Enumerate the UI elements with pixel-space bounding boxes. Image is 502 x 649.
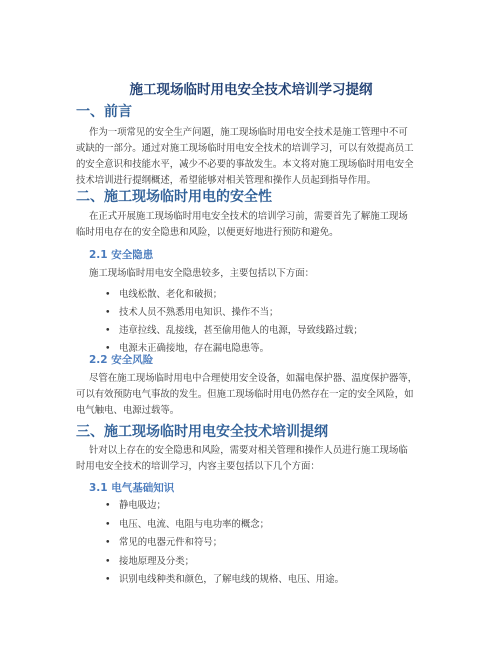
list-item: • 电线松散、老化和破损； — [105, 286, 363, 304]
paragraph-line: 电气触电、电源过载等。 — [76, 405, 180, 416]
list-item: • 识别电线种类和颜色，了解电线的规格、电压、用途。 — [105, 571, 344, 590]
list-item: • 接地原理及分类； — [105, 553, 344, 572]
section-heading-training-outline: 三、施工现场临时用电安全技术培训提纲 — [76, 424, 328, 440]
paragraph-line: 或缺的一部分。通过对施工现场临时用电安全技术的培训学习，可以有效提高员工 — [76, 143, 414, 154]
paragraph-line: 在正式开展施工现场临时用电安全技术的培训学习前，需要首先了解施工现场 — [89, 211, 408, 222]
paragraph-line: 技术培训进行提纲概述，希望能够对相关管理和操作人员起到指导作用。 — [76, 175, 377, 186]
list-item: • 静电吸边； — [105, 497, 344, 516]
paragraph-line: 时用电安全技术的培训学习，内容主要包括以下几个方面： — [76, 461, 320, 472]
list-item: • 电源未正确接地，存在漏电隐患等。 — [105, 340, 363, 358]
paragraph-line: 尽管在施工现场临时用电中合理使用安全设备，如漏电保护器、温度保护器等， — [89, 373, 418, 384]
subsection-paragraph-risks — [76, 371, 436, 419]
section-heading-preface: 一、前言 — [76, 104, 132, 120]
list-item: • 电压、电流、电阻与电功率的概念； — [105, 516, 344, 535]
document-title: 施工现场临时用电安全技术培训学习提纲 — [129, 82, 373, 98]
section-paragraph-training-outline — [76, 443, 436, 475]
paragraph-line: 可以有效预防电气事故的发生。但施工现场临时用电仍然存在一定的安全风险，如 — [76, 389, 414, 400]
paragraph-line: 的安全意识和技能水平，减少不必要的事故发生。本文将对施工现场临时用电安全 — [76, 159, 414, 170]
section-heading-safety: 二、施工现场临时用电的安全性 — [76, 189, 272, 205]
paragraph-line: 临时用电存在的安全隐患和风险，以便更好地进行预防和避免。 — [76, 227, 339, 238]
hazard-bullet-list — [105, 286, 363, 358]
paragraph-line: 针对以上存在的安全隐患和风险，需要对相关管理和操作人员进行施工现场临 — [89, 445, 408, 456]
subsection-heading-electrical-basics: 3.1 电气基础知识 — [89, 482, 175, 494]
list-item: • 违章拉线、乱接线，甚至偷用他人的电源，导致线路过载； — [105, 322, 363, 340]
section-paragraph-preface — [76, 125, 436, 189]
section-paragraph-safety — [76, 209, 436, 241]
subsection-heading-risks: 2.2 安全风险 — [89, 354, 154, 366]
subsection-paragraph-hazards — [76, 266, 436, 282]
subsection-heading-hazards: 2.1 安全隐患 — [89, 249, 154, 261]
paragraph-line: 作为一项常见的安全生产问题，施工现场临时用电安全技术是施工管理中不可 — [89, 127, 408, 138]
paragraph-line: 施工现场临时用电安全隐患较多，主要包括以下方面： — [89, 268, 315, 279]
electrical-basics-bullet-list — [105, 497, 344, 590]
list-item: • 常见的电器元件和符号； — [105, 534, 344, 553]
list-item: • 技术人员不熟悉用电知识、操作不当； — [105, 304, 363, 322]
